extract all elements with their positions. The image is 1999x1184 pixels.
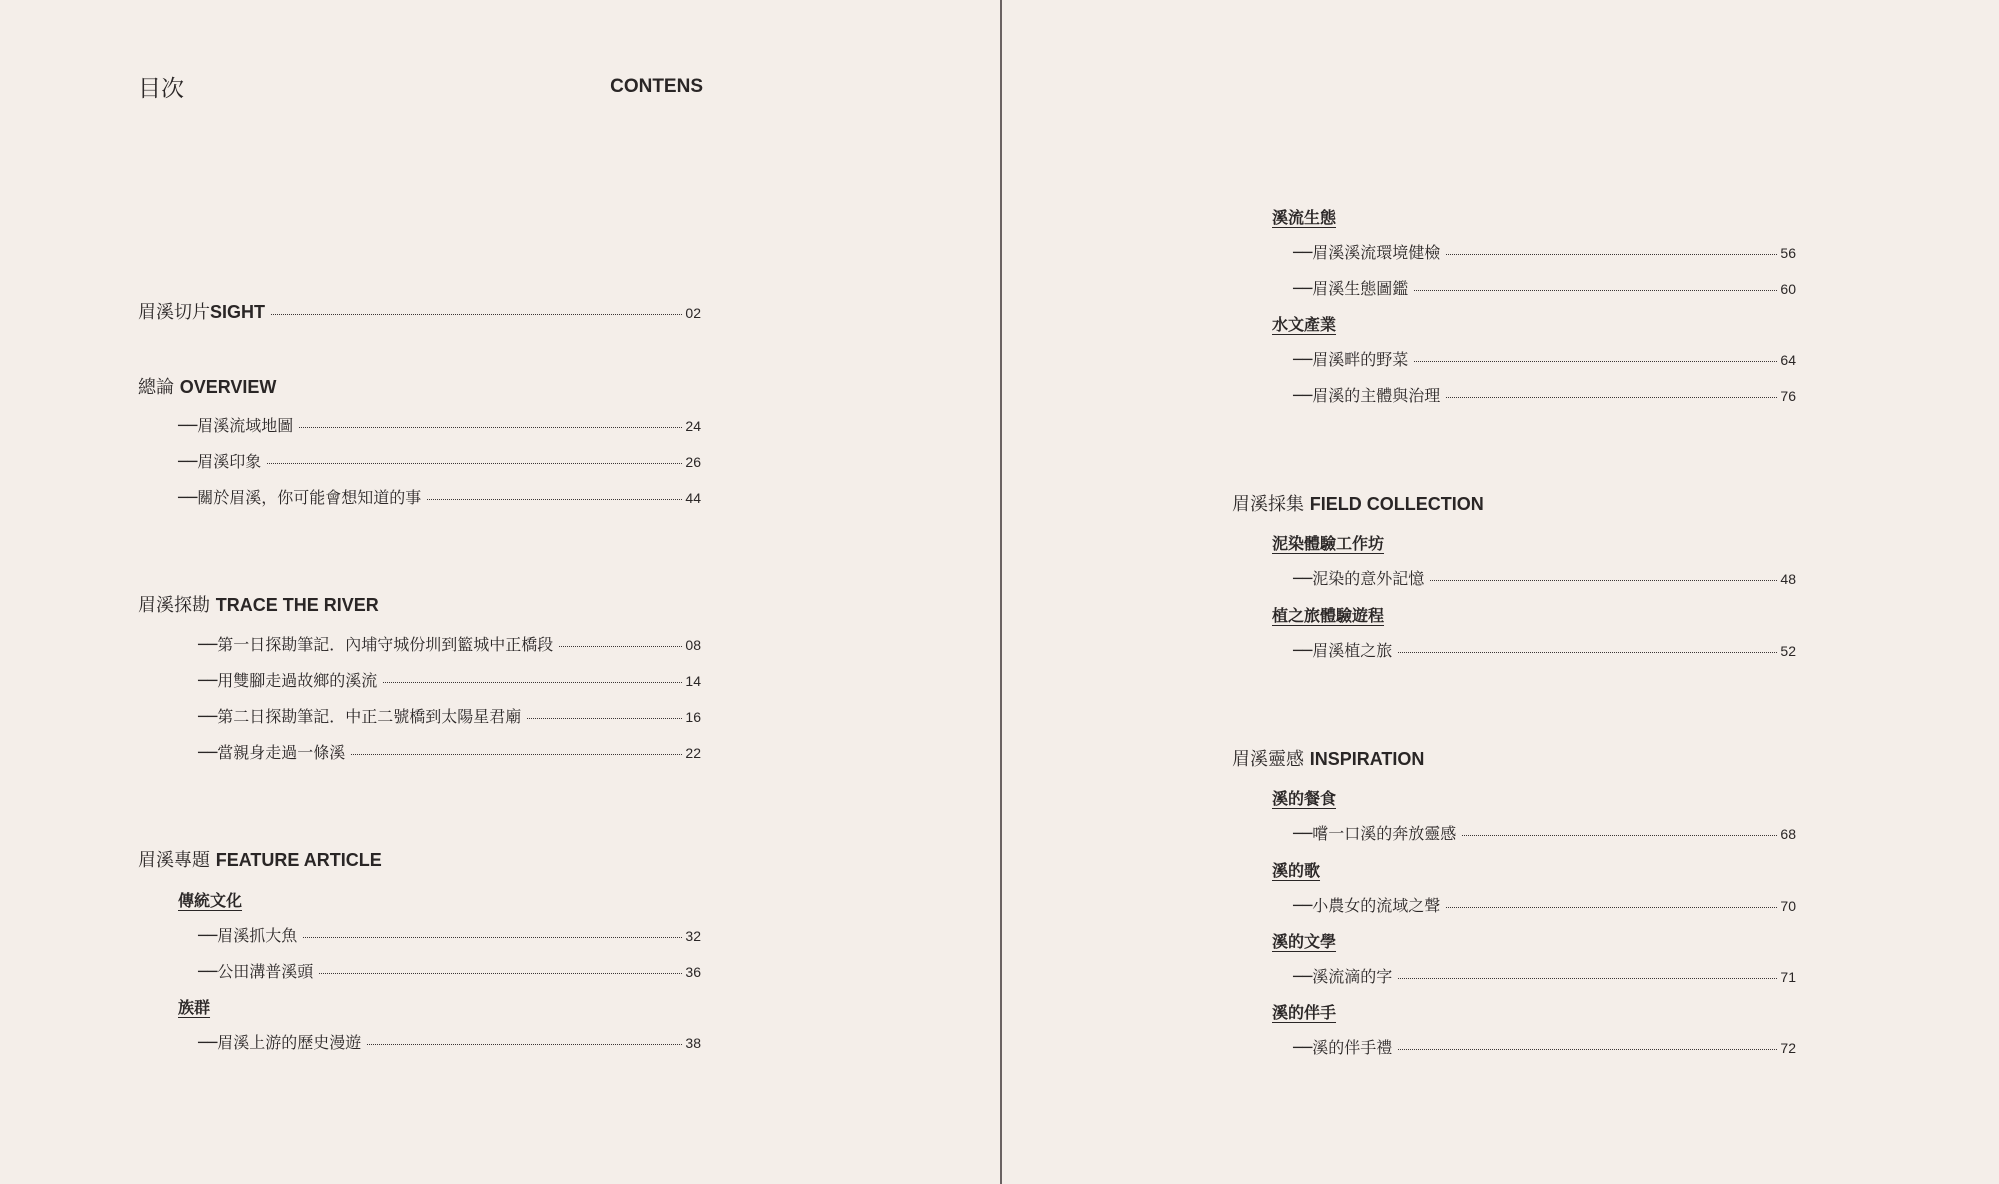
section-title-feature <box>138 846 382 872</box>
entry-label: ──當親身走過一條溪 <box>198 743 346 762</box>
leader-dots <box>1414 290 1777 291</box>
toc-entry-sight[interactable] <box>138 298 701 324</box>
entry-label: ──眉溪印象 <box>178 452 262 471</box>
toc-entry[interactable] <box>1293 347 1796 370</box>
section-title-overview <box>138 373 276 399</box>
entry-label: ──第二日探勘筆記．中正二號橋到太陽星君廟 <box>198 707 522 726</box>
section-title-en: SIGHT <box>210 302 266 322</box>
section-title-trace <box>138 591 379 617</box>
leader-dots <box>303 937 682 938</box>
page-number: 32 <box>685 928 701 944</box>
subhead-stream-ecology[interactable]: 溪流生態 <box>1272 208 1337 227</box>
subhead-hydrology-industry[interactable]: 水文產業 <box>1272 315 1337 334</box>
page-number: 71 <box>1780 969 1796 985</box>
leader-dots <box>299 427 682 428</box>
leader-dots <box>267 463 682 464</box>
leader-dots <box>367 1044 682 1045</box>
entry-label: ──溪的伴手禮 <box>1293 1038 1393 1057</box>
toc-entry[interactable] <box>1293 638 1796 661</box>
section-title-inspiration <box>1232 745 1424 771</box>
entry-label: ──眉溪抓大魚 <box>198 926 298 945</box>
toc-entry[interactable] <box>1293 893 1796 916</box>
page-number: 64 <box>1780 352 1796 368</box>
entry-label: ──關於眉溪，你可能會想知道的事 <box>178 488 422 507</box>
leader-dots <box>351 754 682 755</box>
subhead-plant-tour[interactable]: 植之旅體驗遊程 <box>1272 606 1385 625</box>
page-number: 22 <box>685 745 701 761</box>
page-gutter-divider <box>1000 0 1002 1184</box>
leader-dots <box>527 718 682 719</box>
section-title-zh: 總論 <box>138 377 180 398</box>
section-title-zh: 眉溪專題 <box>138 850 216 871</box>
entry-label: ──眉溪生態圖鑑 <box>1293 279 1409 298</box>
page-number: 68 <box>1780 826 1796 842</box>
leader-dots <box>271 314 682 315</box>
leader-dots <box>427 499 682 500</box>
section-title-field-collection <box>1232 490 1484 516</box>
toc-entry[interactable] <box>198 632 701 655</box>
page-number: 76 <box>1780 388 1796 404</box>
toc-entry[interactable] <box>1293 383 1796 406</box>
entry-label: ──泥染的意外記憶 <box>1293 569 1425 588</box>
toc-entry[interactable] <box>198 668 701 691</box>
leader-dots <box>319 973 682 974</box>
leader-dots <box>383 682 682 683</box>
page-number: 60 <box>1780 281 1796 297</box>
page-number: 36 <box>685 964 701 980</box>
entry-label: ──眉溪溪流環境健檢 <box>1293 243 1441 262</box>
page-number: 38 <box>685 1035 701 1051</box>
leader-dots <box>1398 652 1777 653</box>
page-number: 56 <box>1780 245 1796 261</box>
subhead-mud-dye-workshop[interactable]: 泥染體驗工作坊 <box>1272 534 1385 553</box>
toc-heading-zh: 目次 <box>138 76 184 102</box>
entry-label: ──嚐一口溪的奔放靈感 <box>1293 824 1457 843</box>
section-title-en: INSPIRATION <box>1309 749 1425 769</box>
leader-dots <box>1398 1049 1777 1050</box>
subhead-ethnic-groups[interactable]: 族群 <box>178 998 211 1017</box>
page-number: 24 <box>685 418 701 434</box>
entry-label: ──眉溪上游的歷史漫遊 <box>198 1033 362 1052</box>
page-number: 08 <box>685 637 701 653</box>
toc-entry[interactable] <box>198 740 701 763</box>
toc-entry[interactable] <box>198 704 701 727</box>
toc-entry[interactable] <box>198 1030 701 1053</box>
section-title-en: TRACE THE RIVER <box>215 595 379 615</box>
leader-dots <box>1446 907 1777 908</box>
page-number: 72 <box>1780 1040 1796 1056</box>
leader-dots <box>1398 978 1777 979</box>
toc-entry[interactable] <box>178 449 701 472</box>
subhead-stream-song[interactable]: 溪的歌 <box>1272 861 1321 880</box>
entry-label: ──公田溝普溪頭 <box>198 962 314 981</box>
toc-entry[interactable] <box>1293 821 1796 844</box>
leader-dots <box>559 646 682 647</box>
subhead-stream-souvenirs[interactable]: 溪的伴手 <box>1272 1003 1337 1022</box>
toc-entry[interactable] <box>1293 276 1796 299</box>
section-title-zh: 眉溪探勘 <box>138 595 216 616</box>
toc-entry[interactable] <box>1293 964 1796 987</box>
subhead-traditional-culture[interactable]: 傳統文化 <box>178 891 243 910</box>
page-number: 26 <box>685 454 701 470</box>
section-title-zh: 眉溪採集 <box>1232 494 1310 515</box>
page-number: 52 <box>1780 643 1796 659</box>
entry-label: ──第一日探勘筆記．內埔守城份圳到籃城中正橋段 <box>198 635 554 654</box>
entry-label: ──眉溪的主體與治理 <box>1293 386 1441 405</box>
page-number: 02 <box>685 305 701 321</box>
entry-label: ──溪流滴的字 <box>1293 967 1393 986</box>
entry-label: ──眉溪流域地圖 <box>178 416 294 435</box>
leader-dots <box>1414 361 1777 362</box>
subhead-stream-meals[interactable]: 溪的餐食 <box>1272 789 1337 808</box>
leader-dots <box>1430 580 1777 581</box>
toc-entry[interactable] <box>198 959 701 982</box>
toc-entry[interactable] <box>1293 1035 1796 1058</box>
entry-label: ──眉溪畔的野菜 <box>1293 350 1409 369</box>
toc-heading-en: CONTENS <box>610 76 703 97</box>
entry-label: ──眉溪植之旅 <box>1293 641 1393 660</box>
section-title-en: FIELD COLLECTION <box>1309 494 1484 514</box>
entry-label: ──用雙腳走過故鄉的溪流 <box>198 671 378 690</box>
leader-dots <box>1446 254 1777 255</box>
page-number: 16 <box>685 709 701 725</box>
page-number: 44 <box>685 490 701 506</box>
toc-entry[interactable] <box>1293 566 1796 589</box>
subhead-stream-literature[interactable]: 溪的文學 <box>1272 932 1337 951</box>
section-title-zh: 眉溪切片 <box>138 302 210 323</box>
page-number: 70 <box>1780 898 1796 914</box>
section-title-zh: 眉溪靈感 <box>1232 749 1310 770</box>
page-number: 48 <box>1780 571 1796 587</box>
entry-label: ──小農女的流域之聲 <box>1293 896 1441 915</box>
toc-entry[interactable] <box>1293 240 1796 263</box>
page-number: 14 <box>685 673 701 689</box>
section-title-en: OVERVIEW <box>179 377 277 397</box>
toc-entry[interactable] <box>198 923 701 946</box>
leader-dots <box>1462 835 1777 836</box>
toc-entry[interactable] <box>178 413 701 436</box>
section-title-en: FEATURE ARTICLE <box>215 850 382 870</box>
leader-dots <box>1446 397 1777 398</box>
toc-entry[interactable] <box>178 485 701 508</box>
